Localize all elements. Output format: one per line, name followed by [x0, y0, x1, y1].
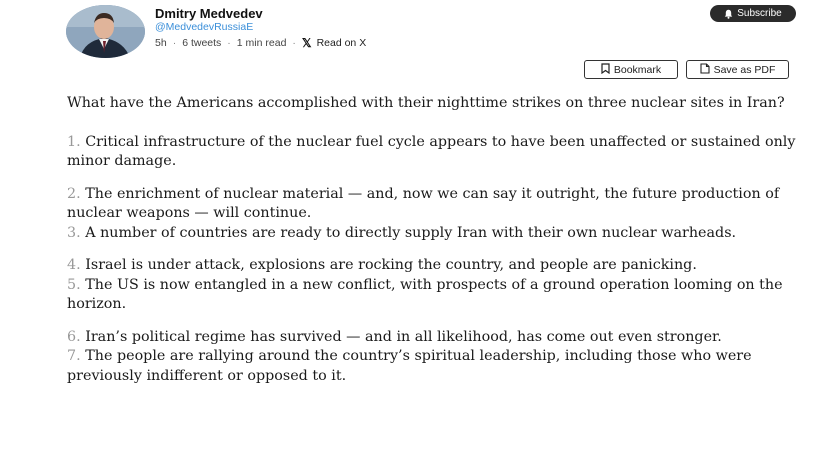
meta-separator: · [172, 37, 177, 49]
item-text: Israel is under attack, explosions are rocking the country, and people are panicking. [85, 257, 697, 273]
paragraph-gap [67, 172, 807, 185]
bell-icon [724, 9, 733, 19]
avatar[interactable] [66, 5, 145, 58]
tweet-count: 6 tweets [182, 37, 222, 49]
meta-separator: · [227, 37, 231, 49]
list-item [67, 133, 807, 172]
list-item [67, 185, 807, 224]
post-time: 5h [155, 37, 167, 49]
bookmark-icon [601, 63, 610, 77]
item-text: The people are rallying around the country’s spiritual leadership, including those who were previously indifferent or opposed to it. [67, 348, 752, 384]
read-on-x-link[interactable] [302, 36, 366, 50]
list-item [67, 224, 807, 244]
author-name[interactable]: Dmitry Medvedev [155, 6, 263, 21]
paragraph-gap [67, 114, 807, 133]
thread-meta [155, 36, 366, 50]
list-item [67, 328, 807, 348]
read-time: 1 min read [236, 37, 287, 49]
item-number: 3. [67, 224, 81, 241]
subscribe-label: Subscribe [737, 8, 782, 19]
item-text: Critical infrastructure of the nuclear fuel cycle appears to have been unaffected or sustained only minor damage. [67, 133, 796, 169]
list-item [67, 347, 807, 386]
bookmark-button[interactable] [584, 60, 678, 79]
item-number: 6. [67, 328, 81, 345]
item-text: The enrichment of nuclear material — and, now we can say it outright, the future production of nuclear weapons — will continue. [67, 185, 780, 221]
subscribe-button[interactable] [710, 5, 796, 22]
bookmark-label: Bookmark [613, 63, 662, 76]
item-text: A number of countries are ready to directly supply Iran with their own nuclear warheads. [85, 224, 737, 241]
read-on-x-label: Read on X [316, 37, 367, 49]
item-number: 5. [67, 276, 81, 293]
save-pdf-button[interactable] [686, 60, 789, 79]
paragraph-gap [67, 243, 807, 256]
meta-separator: · [292, 37, 296, 49]
item-text: Iran’s political regime has survived — and in all likelihood, has come out even stronger. [85, 328, 722, 345]
item-text: The US is now entangled in a new conflict, with prospects of a ground operation looming on the horizon. [67, 276, 783, 312]
list-item [67, 256, 807, 276]
item-number: 1. [67, 133, 81, 150]
paragraph-gap [67, 315, 807, 328]
list-item [67, 276, 807, 315]
x-logo-icon: 𝕏 [301, 36, 312, 50]
thread-article [67, 94, 807, 386]
item-number: 4. [67, 257, 81, 273]
document-icon [700, 63, 710, 77]
item-number: 7. [67, 348, 81, 364]
article-intro: What have the Americans accomplished with their nighttime strikes on three nuclear sites in Iran? [67, 95, 785, 111]
author-handle[interactable]: @MedvedevRussiaE [155, 21, 254, 33]
save-pdf-label: Save as PDF [713, 63, 776, 76]
item-number: 2. [67, 185, 81, 202]
